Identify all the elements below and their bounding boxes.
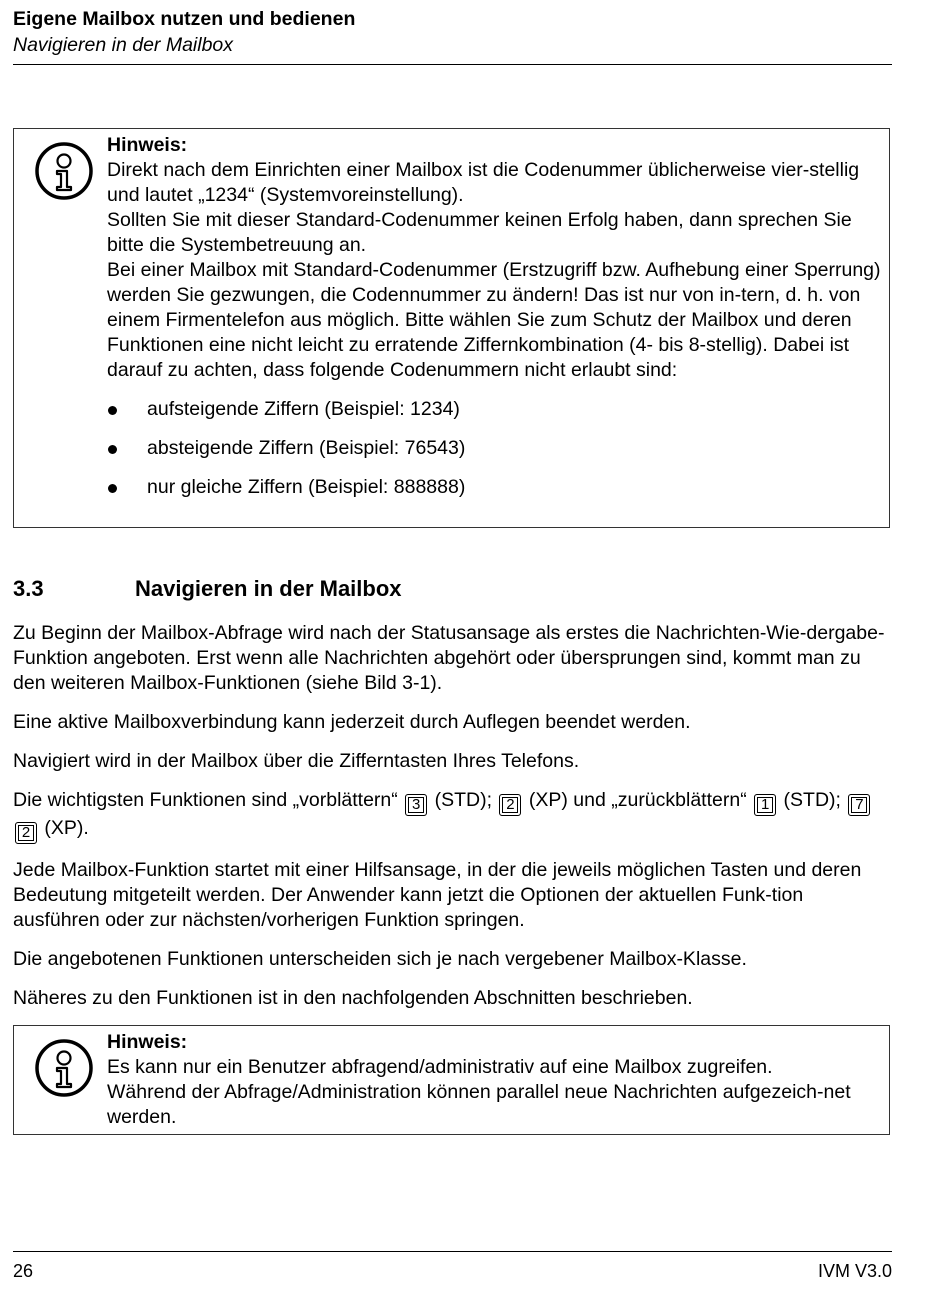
main-content bbox=[13, 621, 895, 1025]
notice-box bbox=[13, 1025, 890, 1135]
key-1-icon: 1 bbox=[754, 794, 776, 816]
text: (XP). bbox=[44, 817, 89, 839]
notice-paragraph: Es kann nur ein Benutzer abfragend/administrativ auf eine Mailbox zugreifen. bbox=[107, 1056, 773, 1078]
list-item-text: aufsteigende Ziffern (Beispiel: 1234) bbox=[147, 398, 460, 420]
text: Die wichtigsten Funktionen sind „vorblättern“ bbox=[13, 789, 398, 811]
notice-paragraph: Direkt nach dem Einrichten einer Mailbox ist die Codenummer üblicherweise vier-stellig und lautet „1234“ (Systemvoreinstellung). bbox=[107, 159, 860, 206]
notice-body bbox=[107, 133, 881, 514]
section-number: 3.3 bbox=[13, 576, 44, 601]
key-2-icon: 2 bbox=[499, 794, 521, 816]
notice-paragraph: Sollten Sie mit dieser Standard-Codenummer keinen Erfolg haben, dann sprechen Sie bitte die Systembetreuung an. bbox=[107, 209, 852, 256]
list-item bbox=[107, 397, 881, 436]
key-3-icon: 3 bbox=[405, 794, 427, 816]
text: (STD); bbox=[783, 789, 841, 811]
notice-paragraph: Bei einer Mailbox mit Standard-Codenummer (Erstzugriff bzw. Aufhebung einer Sperrung) werden Sie gezwungen, die Codennummer zu ändern! Das ist nur von in-tern, d. h. von einem Firmentelefon aus möglich. Bitte wählen Sie zum Schutz der Mailbox und deren Funktionen eine nicht leicht zu erratende Ziffernkombination (4- bis 8-stellig). Dabei ist darauf zu achten, dass folgende Codenummern nicht erlaubt sind: bbox=[107, 259, 881, 381]
bullet-icon bbox=[108, 406, 117, 415]
document-version: IVM V3.0 bbox=[817, 1261, 892, 1281]
key-2-icon: 2 bbox=[15, 822, 37, 844]
notice-paragraph: Während der Abfrage/Administration können parallel neue Nachrichten aufgezeich-net werden. bbox=[107, 1081, 851, 1128]
paragraph: Zu Beginn der Mailbox-Abfrage wird nach der Statusansage als erstes die Nachrichten-Wie-dergabe-Funktion angeboten. Erst wenn alle Nachrichten abgehört oder übersprungen sind, kommt man zu den weiteren Mailbox-Funktionen (siehe Bild 3-1). bbox=[13, 622, 885, 694]
notice-body bbox=[107, 1030, 881, 1130]
bullet-icon bbox=[108, 445, 117, 454]
header-rule bbox=[13, 64, 892, 65]
bullet-list bbox=[107, 397, 881, 514]
notice-label: Hinweis: bbox=[107, 134, 188, 156]
paragraph-keys bbox=[13, 788, 895, 844]
paragraph: Näheres zu den Funktionen ist in den nachfolgenden Abschnitten beschrieben. bbox=[13, 987, 693, 1009]
notice-label: Hinweis: bbox=[107, 1031, 188, 1053]
page-number: 26 bbox=[13, 1261, 34, 1281]
bullet-icon bbox=[108, 484, 117, 493]
section-title: Navigieren in der Mailbox bbox=[135, 576, 402, 601]
list-item bbox=[107, 475, 881, 514]
page-header-subtitle: Navigieren in der Mailbox bbox=[13, 34, 234, 56]
text: (STD); bbox=[434, 789, 493, 811]
info-icon bbox=[34, 141, 94, 201]
notice-box bbox=[13, 128, 890, 528]
paragraph: Jede Mailbox-Funktion startet mit einer Hilfsansage, in der die jeweils möglichen Tasten und deren Bedeutung mitgeteilt werden. Der Anwender kann jetzt die Optionen der aktuellen Funk-tion ausführen oder zur nächsten/vorherigen Funktion springen. bbox=[13, 859, 862, 931]
info-icon bbox=[34, 1038, 94, 1098]
list-item-text: nur gleiche Ziffern (Beispiel: 888888) bbox=[147, 476, 466, 498]
paragraph: Die angebotenen Funktionen unterscheiden sich je nach vergebener Mailbox-Klasse. bbox=[13, 948, 747, 970]
footer-rule bbox=[13, 1251, 892, 1252]
list-item bbox=[107, 436, 881, 475]
text: (XP) und „zurückblättern“ bbox=[528, 789, 747, 811]
paragraph: Navigiert wird in der Mailbox über die Zifferntasten Ihres Telefons. bbox=[13, 750, 580, 772]
list-item-text: absteigende Ziffern (Beispiel: 76543) bbox=[147, 437, 466, 459]
key-7-icon: 7 bbox=[848, 794, 870, 816]
page-header-title: Eigene Mailbox nutzen und bedienen bbox=[13, 8, 356, 30]
paragraph: Eine aktive Mailboxverbindung kann jederzeit durch Auflegen beendet werden. bbox=[13, 711, 691, 733]
